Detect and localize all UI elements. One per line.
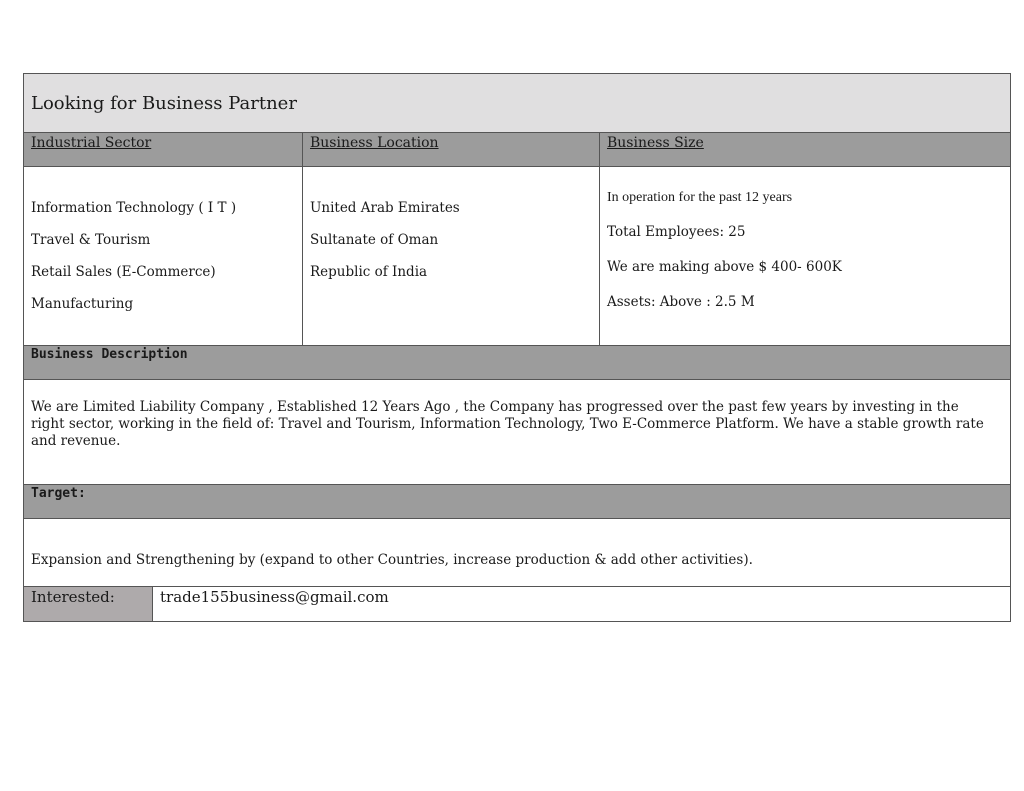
- column-header-row: [24, 133, 1010, 167]
- contact-email[interactable]: trade155business@gmail.com: [152, 587, 1010, 621]
- size-employees: Total Employees: 25: [607, 224, 746, 240]
- details-row: [24, 167, 1010, 346]
- target-row: [24, 519, 1010, 587]
- size-assets: Assets: Above : 2.5 M: [607, 294, 755, 310]
- interested-label: Interested:: [24, 587, 152, 621]
- sector-list: [24, 167, 302, 345]
- location-item: United Arab Emirates: [310, 200, 460, 216]
- target-label: Target:: [31, 486, 86, 501]
- target-text: Expansion and Strengthening by (expand to other Countries, increase production & add other activities).: [31, 552, 753, 568]
- location-item: Republic of India: [310, 264, 428, 280]
- location-item: Sultanate of Oman: [310, 232, 439, 248]
- title-row: [24, 74, 1010, 133]
- size-revenue: We are making above $ 400- 600K: [607, 259, 842, 275]
- size-operation: In operation for the past 12 years: [607, 190, 793, 205]
- interested-row: [24, 587, 1010, 621]
- description-row: [24, 380, 1010, 485]
- description-text: We are Limited Liability Company , Established 12 Years Ago , the Company has progressed over the past few years by investing in the right sector, working in the field of: Travel and Tourism, Information Technology, Two E-Commerce Platform. We have a stable growth rate and revenue.: [31, 399, 984, 449]
- header-business-location: Business Location: [302, 133, 599, 166]
- sector-item: Manufacturing: [31, 296, 134, 312]
- header-industrial-sector: Industrial Sector: [31, 135, 152, 151]
- location-list: [302, 167, 599, 345]
- document-title: Looking for Business Partner: [31, 92, 297, 114]
- sector-item: Travel & Tourism: [31, 232, 151, 248]
- description-header-row: [24, 346, 1010, 380]
- target-header-row: [24, 485, 1010, 519]
- size-list: [599, 167, 1010, 345]
- sector-item: Retail Sales (E-Commerce): [31, 264, 216, 280]
- description-label: Business Description: [31, 347, 188, 362]
- business-partner-form: [23, 73, 1011, 622]
- sector-item: Information Technology ( I T ): [31, 200, 237, 216]
- header-business-size: Business Size: [599, 133, 1010, 166]
